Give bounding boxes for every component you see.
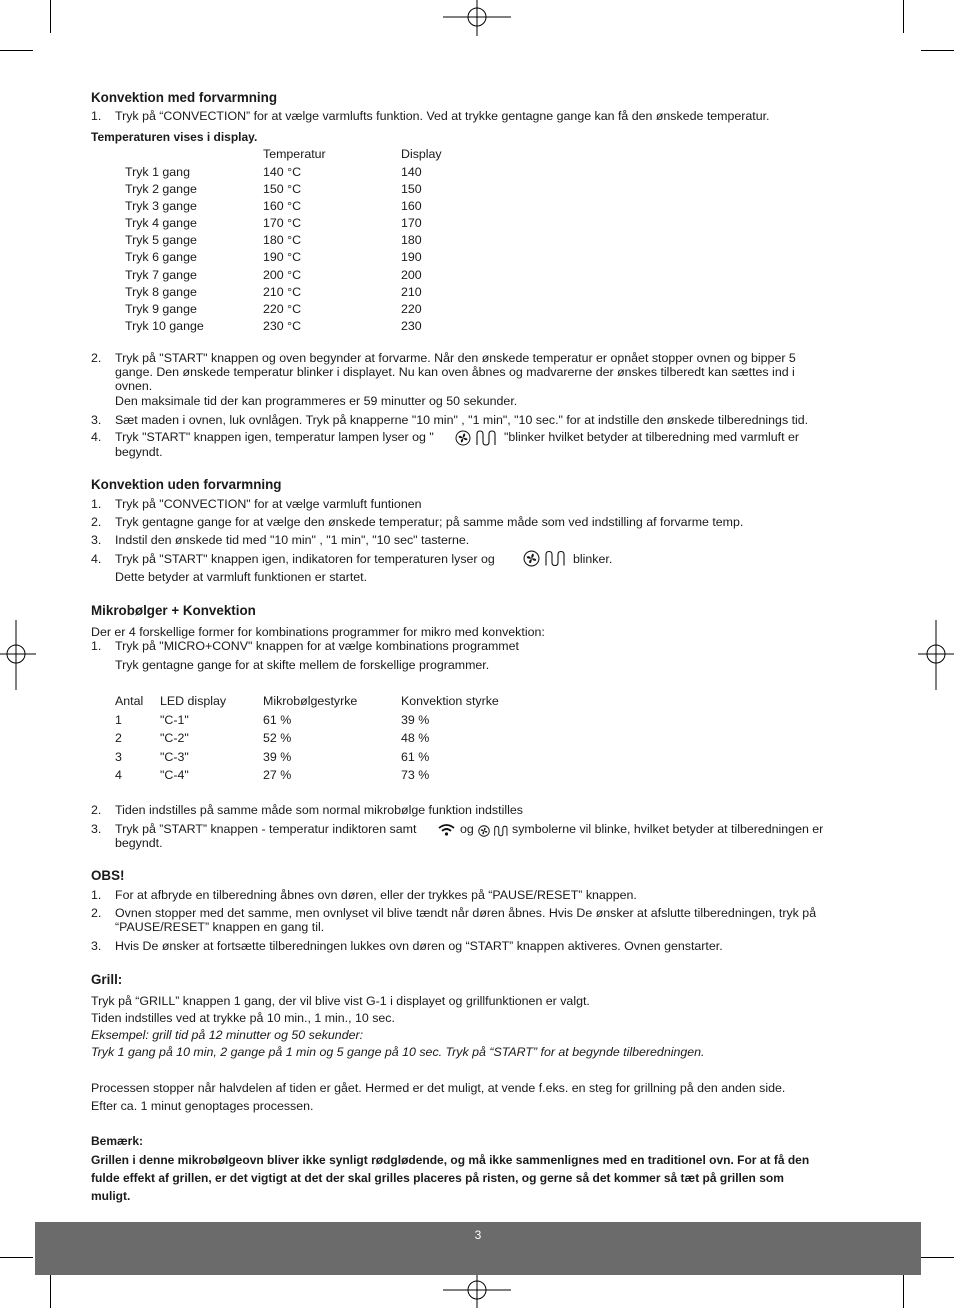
- table-header: Mikrobølgestyrke: [263, 694, 358, 708]
- list-number: 3.: [91, 822, 102, 836]
- table-cell: Tryk 3 gange: [125, 199, 197, 213]
- step-text: For at afbryde en tilberedning åbnes ovn døren, eller der trykkes på “PAUSE/RESET” knappen.: [115, 888, 637, 902]
- fan-icon: [478, 825, 490, 837]
- table-cell: 180: [401, 233, 422, 247]
- fan-icon: [523, 550, 540, 567]
- table-cell: Tryk 1 gang: [125, 165, 190, 179]
- table-cell: 200 °C: [263, 268, 302, 282]
- table-cell: 61 %: [263, 713, 292, 727]
- temp-subheading: Temperaturen vises i display.: [91, 130, 258, 144]
- paragraph: Processen stopper når halvdelen af tiden er gået. Hermed er det muligt, at vende f.eks. en steg for grillning på den anden side.: [91, 1081, 786, 1095]
- list-number: 1.: [91, 109, 102, 123]
- table-cell: "C-2": [160, 731, 189, 745]
- note-text: Grillen i denne mikrobølgeovn bliver ikke synligt rødglødende, og må ikke sammenlignes med en traditionel ovn. For at få den: [91, 1153, 810, 1167]
- table-cell: 160: [401, 199, 422, 213]
- list-number: 3.: [91, 939, 102, 953]
- heating-element-icon: [476, 430, 498, 446]
- section-heading-no-preheat: Konvektion uden forvarmning: [91, 477, 282, 492]
- table-cell: Tryk 4 gange: [125, 216, 197, 230]
- step-text: ovnen.: [115, 379, 153, 393]
- footer-bar: [35, 1222, 921, 1275]
- table-cell: Tryk 5 gange: [125, 233, 197, 247]
- step-text: og: [460, 822, 474, 836]
- step-text: Tryk på ”START” knappen - temperatur indiktoren samt: [115, 822, 417, 836]
- table-cell: 210: [401, 285, 422, 299]
- microwave-waves-icon: [438, 823, 455, 836]
- section-heading-micro-convection: Mikrobølger + Konvektion: [91, 603, 256, 618]
- table-cell: Tryk 6 gange: [125, 250, 197, 264]
- table-cell: 190 °C: [263, 250, 302, 264]
- table-cell: 150 °C: [263, 182, 302, 196]
- note-text: muligt.: [91, 1189, 131, 1203]
- table-cell: 160 °C: [263, 199, 302, 213]
- step-text: begyndt.: [115, 445, 163, 459]
- step-text: Tryk på "MICRO+CONV" knappen for at vælge kombinations programmet: [115, 639, 519, 653]
- step-text: Tryk på "CONVECTION" for at vælge varmluft funtionen: [115, 497, 422, 511]
- table-cell: 39 %: [401, 713, 430, 727]
- step-text: gange. Den ønskede temperatur blinker i displayet. Nu kan oven åbnes og madvarerne der ønskes tilberedt kan sættes ind i: [115, 365, 795, 379]
- table-cell: 180 °C: [263, 233, 302, 247]
- table-cell: 3: [115, 750, 122, 764]
- step-text: Tryk "START" knappen igen, temperatur lampen lyser og ": [115, 430, 434, 444]
- section-heading-grill: Grill:: [91, 972, 123, 987]
- page-number: 3: [474, 1228, 482, 1242]
- table-header: LED display: [160, 694, 227, 708]
- paragraph: Efter ca. 1 minut genoptages processen.: [91, 1099, 314, 1113]
- table-cell: Tryk 7 gange: [125, 268, 197, 282]
- registration-mark-right: [918, 620, 954, 690]
- table-cell: 2: [115, 731, 122, 745]
- list-number: 2.: [91, 906, 102, 920]
- step-text: Tryk på "START" knappen og oven begynder at forvarme. Når den ønskede temperatur er opnået stopper ovnen og bipper 5: [115, 351, 796, 365]
- table-cell: 230 °C: [263, 319, 302, 333]
- heating-element-icon: [545, 550, 567, 567]
- step-text: Hvis De ønsker at fortsætte tilberedningen lukkes ovn døren og “START” knappen aktiveres. Ovnen genstarter.: [115, 939, 723, 953]
- step-text: Sæt maden i ovnen, luk ovnlågen. Tryk på knapperne "10 min" , "1 min", "10 sec." for at indstille den ønskede tilberednings tid.: [115, 413, 809, 427]
- list-number: 1.: [91, 888, 102, 902]
- note-heading: Bemærk:: [91, 1134, 144, 1148]
- list-number: 2.: [91, 803, 102, 817]
- table-cell: 39 %: [263, 750, 292, 764]
- table-cell: 200: [401, 268, 422, 282]
- step-text: begyndt.: [115, 836, 163, 850]
- fan-icon: [455, 430, 471, 446]
- table-header: Konvektion styrke: [401, 694, 499, 708]
- table-cell: 170 °C: [263, 216, 302, 230]
- step-text: Indstil den ønskede tid med "10 min" , "1 min", "10 sec" tasterne.: [115, 533, 470, 547]
- table-cell: 220: [401, 302, 422, 316]
- list-number: 3.: [91, 533, 102, 547]
- list-number: 3.: [91, 413, 102, 427]
- step-text: Tryk gentagne gange for at vælge den ønskede temperatur; på samme måde som ved indstilling af forvarme temp.: [115, 515, 744, 529]
- registration-mark-left: [0, 620, 36, 690]
- table-cell: "C-1": [160, 713, 189, 727]
- step-text: Den maksimale tid der kan programmeres er 59 minutter og 50 sekunder.: [115, 394, 518, 408]
- table-cell: 140: [401, 165, 422, 179]
- table-cell: Tryk 10 gange: [125, 319, 204, 333]
- step-text: blinker.: [573, 552, 613, 566]
- step-text: symbolerne vil blinke, hvilket betyder at tilberedningen er: [512, 822, 824, 836]
- table-cell: Tryk 9 gange: [125, 302, 197, 316]
- section-heading-obs: OBS!: [91, 868, 125, 883]
- list-number: 2.: [91, 351, 102, 365]
- table-cell: 230: [401, 319, 422, 333]
- table-cell: 220 °C: [263, 302, 302, 316]
- table-header-display: Display: [401, 147, 442, 161]
- registration-mark-bottom: [443, 1275, 511, 1308]
- step-text: Tryk gentagne gange for at skifte mellem de forskellige programmer.: [115, 658, 490, 672]
- table-cell: 150: [401, 182, 422, 196]
- heating-element-icon: [494, 825, 509, 837]
- list-number: 1.: [91, 639, 102, 653]
- step-text: Ovnen stopper med det samme, men ovnlyset vil blive tændt når døren åbnes. Hvis De ønsker at afslutte tilberedningen, tryk på: [115, 906, 817, 920]
- list-number: 4.: [91, 552, 102, 566]
- table-cell: 73 %: [401, 768, 430, 782]
- table-cell: "C-3": [160, 750, 189, 764]
- table-cell: 61 %: [401, 750, 430, 764]
- step-text: Tiden indstilles på samme måde som normal mikrobølge funktion indstilles: [115, 803, 523, 817]
- section-heading-preheat: Konvektion med forvarmning: [91, 90, 278, 105]
- table-cell: Tryk 8 gange: [125, 285, 197, 299]
- note-text: fulde effekt af grillen, er det vigtigt at det der skal grilles placeres på risten, og gerne så det kommer så tæt på grillen som: [91, 1171, 784, 1185]
- step-text: Tryk på “CONVECTION” for at vælge varmlufts funktion. Ved at trykke gentagne gange kan få den ønskede temperatur.: [115, 109, 770, 123]
- step-text: “PAUSE/RESET” knappen en gang til.: [115, 920, 325, 934]
- example-text: Tryk 1 gang på 10 min, 2 gange på 1 min og 5 gange på 10 sec. Tryk på “START” for at begynde tilberedningen.: [91, 1045, 705, 1059]
- table-cell: Tryk 2 gange: [125, 182, 197, 196]
- registration-mark-top: [443, 0, 511, 36]
- paragraph: Tryk på “GRILL” knappen 1 gang, der vil blive vist G-1 i displayet og grillfunktionen er valgt.: [91, 994, 590, 1008]
- table-cell: 52 %: [263, 731, 292, 745]
- table-cell: 190: [401, 250, 422, 264]
- step-text: Tryk på "START" knappen igen, indikatoren for temperaturen lyser og: [115, 552, 495, 566]
- table-header-temperature: Temperatur: [263, 147, 326, 161]
- table-header: Antal: [115, 694, 144, 708]
- example-text: Eksempel: grill tid på 12 minutter og 50 sekunder:: [91, 1028, 364, 1042]
- intro-text: Der er 4 forskellige former for kombinations programmer for mikro med konvektion:: [91, 625, 545, 639]
- list-number: 2.: [91, 515, 102, 529]
- table-cell: "C-4": [160, 768, 189, 782]
- table-cell: 140 °C: [263, 165, 302, 179]
- list-number: 1.: [91, 497, 102, 511]
- table-cell: 1: [115, 713, 122, 727]
- table-cell: 170: [401, 216, 422, 230]
- list-number: 4.: [91, 430, 102, 444]
- table-cell: 210 °C: [263, 285, 302, 299]
- paragraph: Tiden indstilles ved at trykke på 10 min., 1 min., 10 sec.: [91, 1011, 395, 1025]
- step-text: Dette betyder at varmluft funktionen er startet.: [115, 570, 368, 584]
- step-text: "blinker hvilket betyder at tilberedning med varmluft er: [504, 430, 800, 444]
- table-cell: 4: [115, 768, 122, 782]
- table-cell: 48 %: [401, 731, 430, 745]
- table-cell: 27 %: [263, 768, 292, 782]
